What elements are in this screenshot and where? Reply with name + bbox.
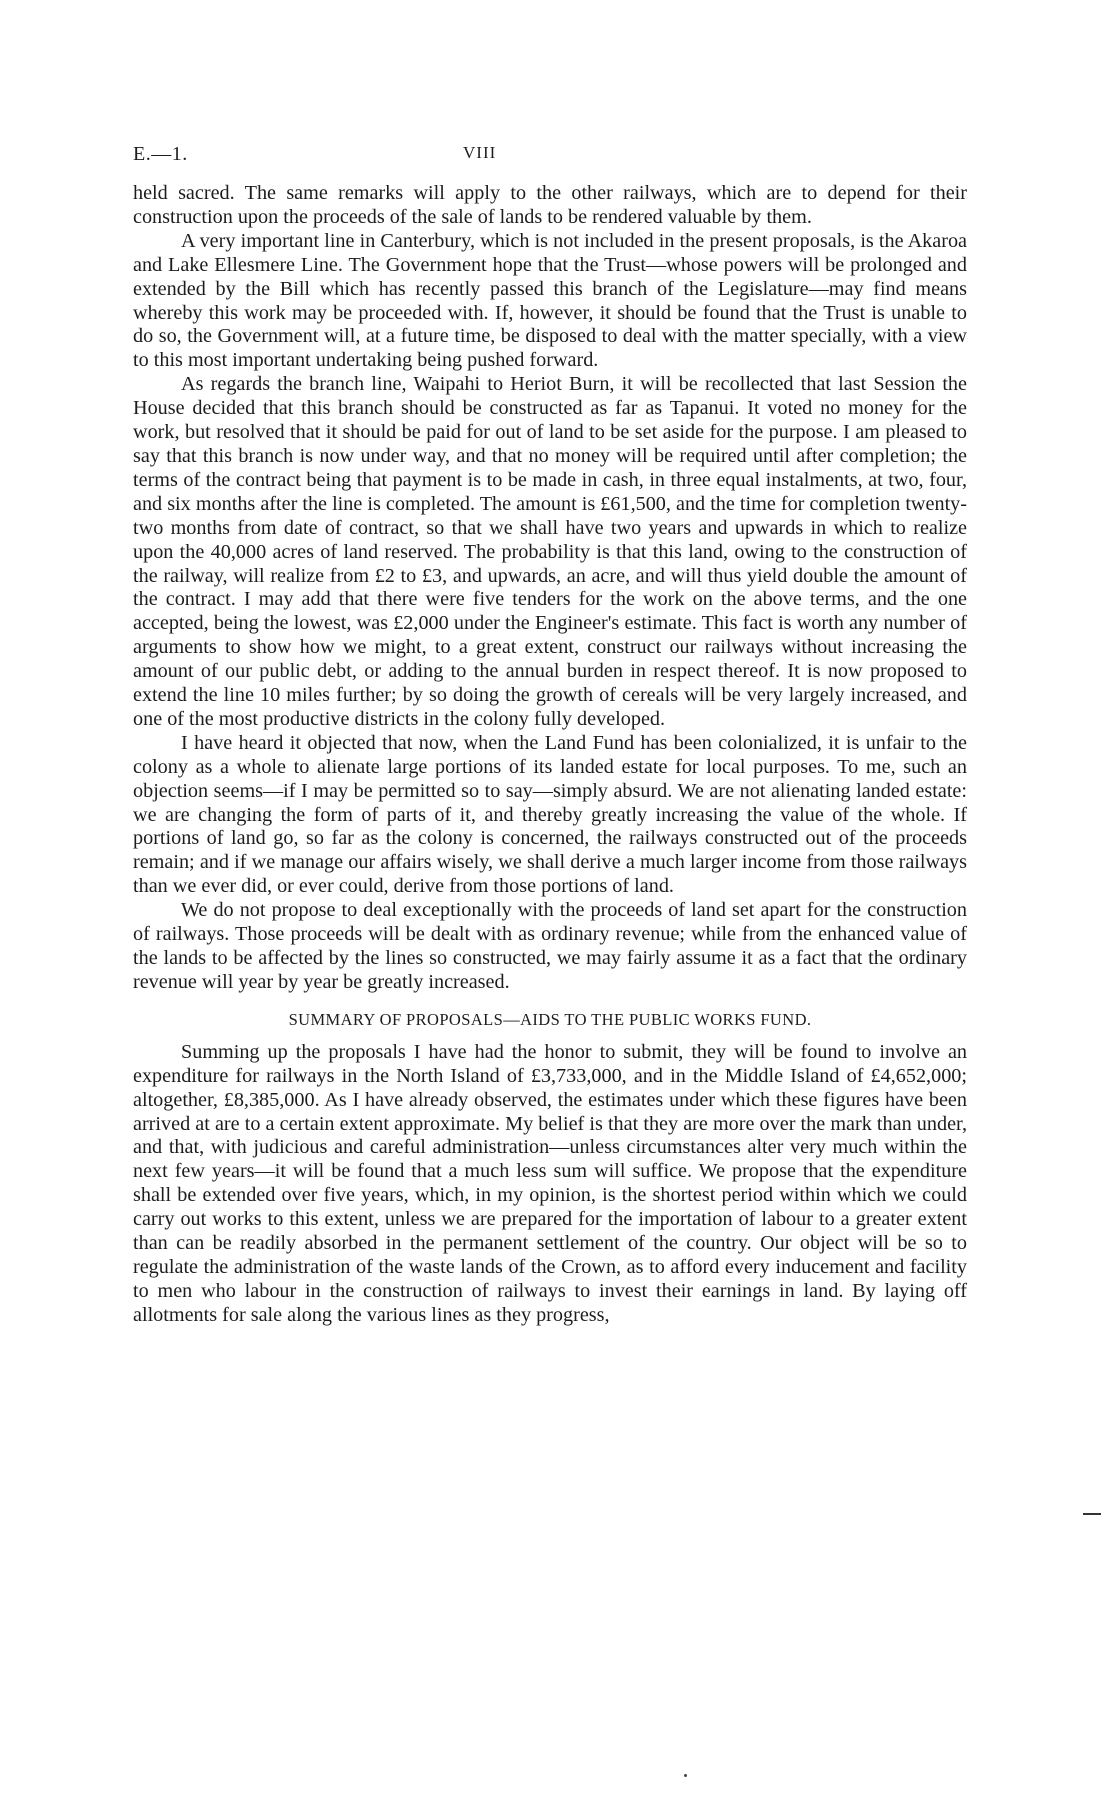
document-body (133, 182, 967, 1328)
page-header (133, 143, 967, 167)
paragraph-land-proceeds: We do not propose to deal exceptionally with the proceeds of land set apart for the construction of railways. Those proceeds will be dealt with as ordinary revenue; while from the enhanced value of the lands to be affected by the lines so constructed, we may fairly assume it as a fact that the ordinary revenue will year by year be greatly increased. (133, 899, 967, 993)
paragraph-summary: Summing up the proposals I have had the honor to submit, they will be found to involve an expenditure for railways in the North Island of £3,733,000, and in the Middle Island of £4,652,000; altogether, £8,385,000. As I have already observed, the estimates under which these figures have been arrived at are to a certain extent approximate. My belief is that they are more over the mark than under, and that, with judicious and careful administration—unless circumstances alter very much within the next few years—it will be found that a much less sum will suffice. We propose that the expenditure shall be extended over five years, which, in my opinion, is the shortest period within which we could carry out works to this extent, unless we are prepared for the importation of labour to a greater extent than can be readily absorbed in the permanent settlement of the country. Our object will be so to regulate the administration of the waste lands of the Crown, as to afford every inducement and facility to men who labour in the construction of railways to invest their earnings in land. By laying off allotments for sale along the various lines as they progress, (133, 1040, 967, 1326)
paragraph-akaroa-line: A very important line in Canterbury, which is not included in the present proposals, is the Akaroa and Lake Ellesmere Line. The Government hope that the Trust—whose powers will be prolonged and extended by the Bill which has recently passed this branch of the Legislature—may find means whereby this work may be proceeded with. If, however, it should be found that the Trust is unable to do so, the Government will, at a future time, be disposed to deal with the matter specially, with a view to this most important undertaking being pushed forward. (133, 229, 967, 372)
page-speck (684, 1774, 687, 1777)
paragraph-waipahi-branch: As regards the branch line, Waipahi to Heriot Burn, it will be recollected that last Session the House decided that this branch should be constructed as far as Tapanui. It voted no money for the work, but resolved that it should be paid for out of land to be set aside for the purpose. I am pleased to say that this branch is now under way, and that no money will be required until after completion; the terms of the contract being that payment is to be made in cash, in three equal instalments, at two, four, and six months after the line is completed. The amount is £61,500, and the time for completion twenty-two months from date of contract, so that we shall have two years and upwards in which to realize upon the 40,000 acres of land reserved. The probability is that this land, owing to the construction of the railway, will realize from £2 to £3, and upwards, an acre, and will thus yield double the amount of the contract. I may add that there were five tenders for the work on the above terms, and the one accepted, being the lowest, was £2,000 under the Engineer's estimate. This fact is worth any number of arguments to show how we might, to a great extent, construct our railways without increasing the amount of our public debt, or adding to the annual burden in respect thereof. It is now proposed to extend the line 10 miles further; by so doing the growth of cereals will be very largely increased, and one of the most productive districts in the colony fully developed. (133, 373, 967, 730)
paragraph-land-fund-objection: I have heard it objected that now, when the Land Fund has been colonialized, it is unfair to the colony as a whole to alienate large portions of its landed estate for local purposes. To me, such an objection seems—if I may be permitted so to say—simply absurd. We are not alienating landed estate: we are changing the form of parts of it, and thereby greatly increasing the value of the whole. If portions of land go, so far as the colony is concerned, the railways constructed out of the proceeds remain; and if we manage our affairs wisely, we shall derive a much larger income from those railways than we ever did, or ever could, derive from those portions of land. (133, 731, 967, 898)
document-reference: E.—1. (133, 143, 188, 165)
margin-dash (1083, 1513, 1101, 1515)
page-number: VIII (463, 143, 497, 162)
section-heading: SUMMARY OF PROPOSALS—AIDS TO THE PUBLIC WORKS FUND. (288, 1009, 812, 1029)
paragraph-continuation: held sacred. The same remarks will apply to the other railways, which are to depend for their construction upon the proceeds of the sale of lands to be rendered valuable by them. (133, 182, 967, 228)
